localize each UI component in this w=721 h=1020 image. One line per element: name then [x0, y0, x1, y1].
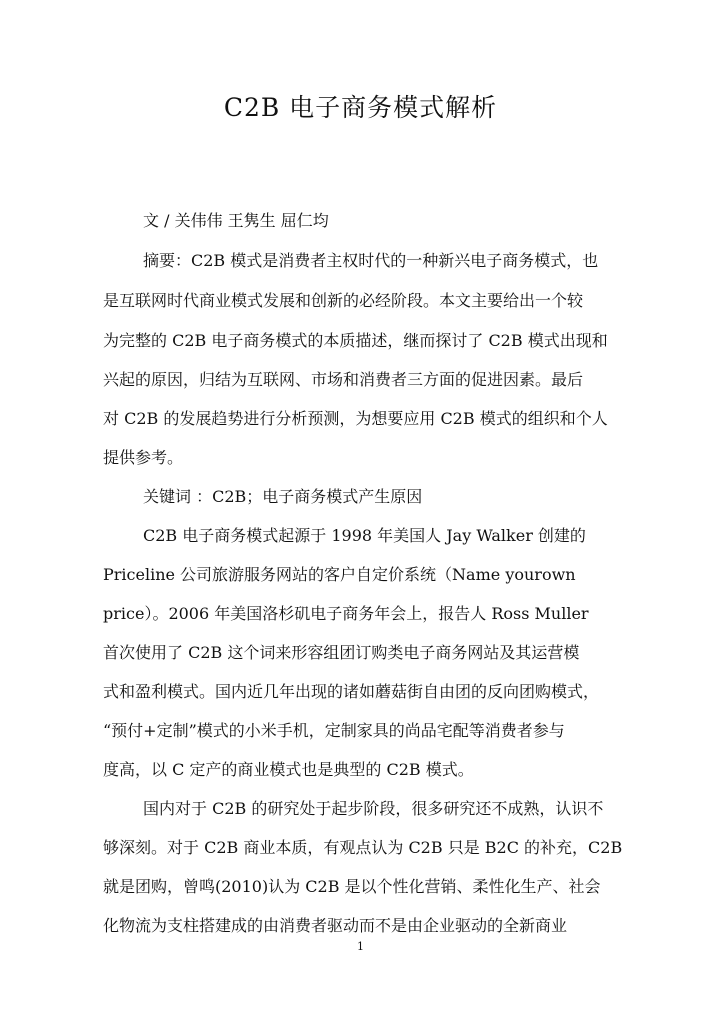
body-line: Priceline 公司旅游服务网站的客户自定价系统（Name yourown	[103, 565, 576, 584]
author-line: 文 / 关伟伟 王隽生 屈仁均	[143, 211, 329, 230]
document-title: C2B 电子商务模式解析	[223, 93, 498, 122]
body-line: “预付+定制”模式的小米手机，定制家具的尚品宅配等消费者参与	[103, 721, 565, 740]
abstract-line: 是互联网时代商业模式发展和创新的必经阶段。本文主要给出一个较	[103, 291, 584, 310]
body-line: price）。2006 年美国洛杉矶电子商务年会上，报告人 Ross Muller	[103, 604, 589, 623]
abstract-line: 摘要：C2B 模式是消费者主权时代的一种新兴电子商务模式，也	[143, 251, 599, 270]
abstract-line: 提供参考。	[103, 448, 184, 467]
page-number: 1	[357, 940, 364, 953]
abstract-line: 对 C2B 的发展趋势进行分析预测，为想要应用 C2B 模式的组织和个人	[103, 409, 608, 428]
body-line: 化物流为支柱搭建成的由消费者驱动而不是由企业驱动的全新商业	[103, 916, 568, 935]
body-line: 就是团购，曾鸣(2010)认为 C2B 是以个性化营销、柔性化生产、社会	[103, 877, 601, 896]
body-line: 够深刻。对于 C2B 商业本质，有观点认为 C2B 只是 B2C 的补充，C2B	[103, 838, 623, 857]
body-line: C2B 电子商务模式起源于 1998 年美国人 Jay Walker 创建的	[143, 526, 586, 545]
body-line: 式和盈利模式。国内近几年出现的诸如蘑菇街自由团的反向团购模式，	[103, 682, 600, 701]
keywords-line: 关键词 ：C2B；电子商务模式产生原因	[143, 487, 423, 506]
body-line: 首次使用了 C2B 这个词来形容组团订购类电子商务网站及其运营模	[103, 643, 580, 662]
abstract-line: 为完整的 C2B 电子商务模式的本质描述，继而探讨了 C2B 模式出现和	[103, 331, 608, 350]
body-line: 国内对于 C2B 的研究处于起步阶段，很多研究还不成熟，认识不	[143, 799, 604, 818]
abstract-line: 兴起的原因，归结为互联网、市场和消费者三方面的促进因素。最后	[103, 370, 584, 389]
body-line: 度高，以 C 定产的商业模式也是典型的 C2B 模式。	[103, 760, 474, 779]
